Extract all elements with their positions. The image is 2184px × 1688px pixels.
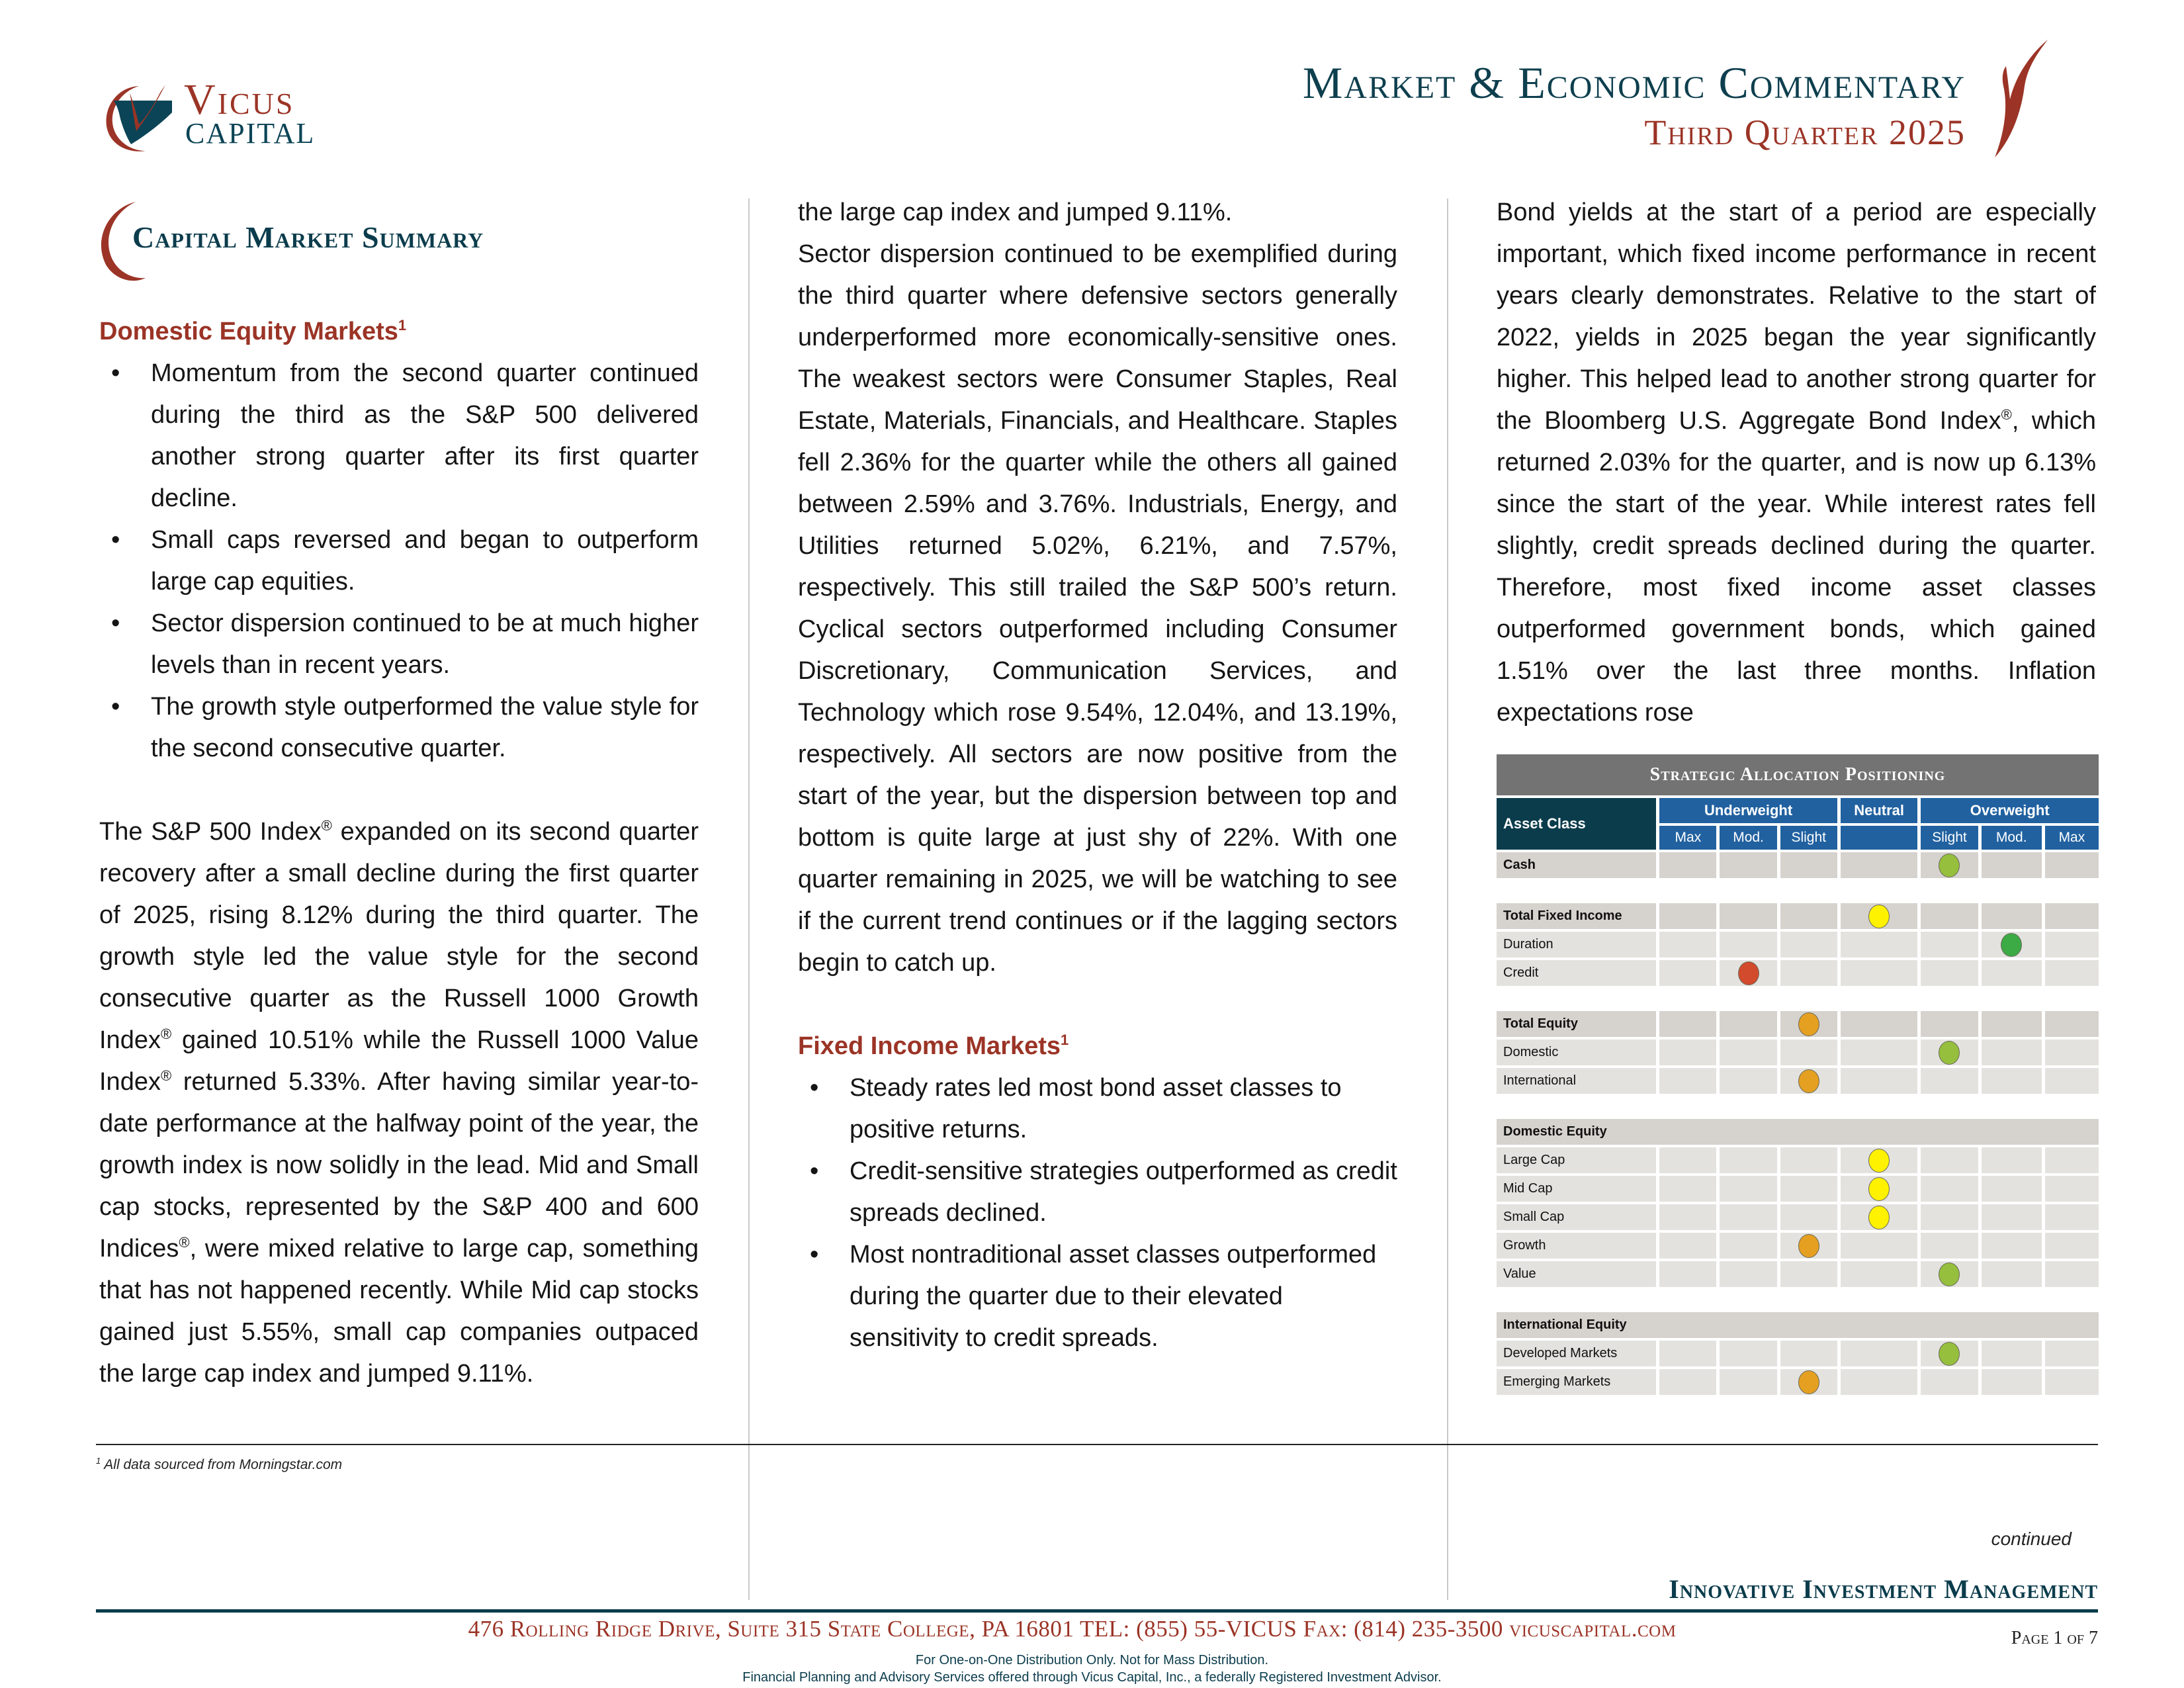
- position-cell: [1720, 1341, 1776, 1366]
- disclaimer-line-2: Financial Planning and Advisory Services offered through Vicus Capital, Inc., a federally Registered Investment Advisor.: [742, 1670, 1442, 1685]
- position-cell: [1841, 932, 1918, 957]
- position-cell: [1659, 1369, 1716, 1395]
- logo-mark-icon: [99, 73, 185, 159]
- bullet-item: • Credit-sensitive strategies outperformed as credit spreads declined.: [798, 1151, 1397, 1234]
- position-cell: [1982, 1040, 2042, 1065]
- position-cell: [1780, 1040, 1837, 1065]
- continued-label: continued: [1991, 1529, 2072, 1549]
- position-cell: [1780, 852, 1837, 878]
- row-spacer: [1497, 881, 2099, 901]
- asset-class-label: Cash: [1497, 852, 1656, 878]
- subheader-neutral: [1841, 826, 1918, 850]
- strategic-allocation-table: [1497, 754, 2099, 1398]
- column-divider: [748, 199, 750, 1600]
- position-cell: [1659, 852, 1716, 878]
- position-cell: [1659, 1204, 1716, 1230]
- domestic-equity-paragraph: The S&P 500 Index® expanded on its second quarter recovery after a small decline during the first quarter of 2025, rising 8.12% during the third quarter. The growth style led the value style for the second consecutive quarter as the Russell 1000 Growth Index® gained 10.51% while the Russell 1000 Value Index® returned 5.33%. After having similar year-to-date performance at the halfway point of the year, the growth index is now solidly in the lead. Mid and Small cap stocks, represented by the S&P 400 and 600 Indices®, were mixed relative to large cap, something that has not happened recently. While Mid cap stocks gained just 5.55%, small cap companies outpaced the large cap index and jumped 9.11%.: [99, 817, 699, 1388]
- allocation-row-value: [1497, 1261, 2099, 1287]
- position-indicator-dot: [1868, 1177, 1890, 1201]
- position-cell: [1659, 903, 1716, 929]
- allocation-row-emerging-markets: [1497, 1369, 2099, 1395]
- position-cell: [1720, 903, 1776, 929]
- row-spacer: [1497, 1096, 2099, 1116]
- asset-class-label: Total Equity: [1497, 1011, 1656, 1037]
- position-cell: [1659, 960, 1716, 986]
- position-cell: [1921, 903, 1978, 929]
- position-cell: [1841, 1147, 1918, 1173]
- allocation-row-large-cap: [1497, 1147, 2099, 1173]
- allocation-row-mid-cap: [1497, 1176, 2099, 1202]
- footnote-ref: 1: [1061, 1032, 1069, 1048]
- bullet-item: • Steady rates led most bond asset classes to positive returns.: [798, 1067, 1397, 1151]
- position-cell: [1982, 1233, 2042, 1259]
- position-cell: [1921, 1011, 1978, 1037]
- position-cell: [1841, 1204, 1918, 1230]
- allocation-row-developed-markets: [1497, 1341, 2099, 1366]
- position-cell: [1921, 1341, 1978, 1366]
- asset-class-label: Domestic Equity: [1497, 1119, 2099, 1145]
- position-indicator-dot: [1798, 1370, 1819, 1394]
- position-cell: [1720, 932, 1776, 957]
- position-cell: [1921, 1068, 1978, 1094]
- position-cell: [2045, 932, 2099, 957]
- position-cell: [2045, 1147, 2099, 1173]
- position-cell: [2045, 1204, 2099, 1230]
- asset-class-label: Domestic: [1497, 1040, 1656, 1065]
- position-cell: [1659, 1011, 1716, 1037]
- column-1: [99, 311, 699, 1478]
- position-cell: [1841, 1176, 1918, 1202]
- position-cell: [1720, 1040, 1776, 1065]
- sector-paragraph: Sector dispersion continued to be exemplified during the third quarter where defensive sectors generally underperformed more economically-sensitive ones. The weakest sectors were Consumer Staples, Real Estate, Materials, Financials, and Healthcare. Staples fell 2.36% for the quarter while the others all gained between 2.59% and 3.76%. Industrials, Energy, and Utilities returned 5.02%, 6.21%, and 7.57%, respectively. This still trailed the S&P 500’s return. Cyclical sectors outperformed including Consumer Discretionary, Communication Services, and Technology which rose 9.54%, 12.04%, and 13.19%, respectively. All sectors are now positive from the start of the year, but the dispersion between top and bottom is quite large at just shy of 22%. With one quarter remaining in 2025, we will be watching to see if the current trend continues or if the lagging sectors begin to catch up.: [798, 240, 1397, 977]
- asset-class-label: Credit: [1497, 960, 1656, 986]
- position-indicator-dot: [1868, 1149, 1890, 1173]
- row-spacer: [1497, 1290, 2099, 1310]
- asset-class-label: Emerging Markets: [1497, 1369, 1656, 1395]
- position-cell: [1982, 932, 2042, 957]
- position-cell: [1780, 960, 1837, 986]
- fixed-income-heading: Fixed Income Markets$^1$: [798, 1032, 1069, 1060]
- position-cell: [2045, 852, 2099, 878]
- position-cell: [1921, 932, 1978, 957]
- position-cell: [1720, 1068, 1776, 1094]
- footnote-ref: 1: [398, 317, 407, 333]
- position-cell: [2045, 1341, 2099, 1366]
- asset-class-label: International: [1497, 1068, 1656, 1094]
- position-cell: [1659, 1261, 1716, 1287]
- bullet-item: • Small caps reversed and began to outperform large cap equities.: [99, 519, 699, 603]
- bullet-item: • Momentum from the second quarter continued during the third as the S&P 500 delivered another strong quarter after its first quarter decline.: [99, 353, 699, 519]
- position-indicator-dot: [1798, 1234, 1819, 1258]
- asset-class-label: Mid Cap: [1497, 1176, 1656, 1202]
- asset-class-label: Large Cap: [1497, 1147, 1656, 1173]
- allocation-row-domestic: [1497, 1040, 2099, 1065]
- bullet-item: • Most nontraditional asset classes outperformed during the quarter due to their elevated sensitivity to credit spreads.: [798, 1234, 1397, 1359]
- position-cell: [1659, 932, 1716, 957]
- position-cell: [1659, 1176, 1716, 1202]
- subheader-max: Max: [1659, 826, 1716, 850]
- position-cell: [1720, 1233, 1776, 1259]
- subheader-max: Max: [2045, 826, 2099, 850]
- position-cell: [1982, 852, 2042, 878]
- position-cell: [1780, 932, 1837, 957]
- domestic-equity-bullets: [99, 353, 699, 770]
- position-cell: [2045, 1068, 2099, 1094]
- position-cell: [2045, 1233, 2099, 1259]
- position-cell: [1780, 1341, 1837, 1366]
- vicus-capital-logo: [99, 73, 324, 159]
- position-cell: [2045, 1176, 2099, 1202]
- position-indicator-dot: [1738, 961, 1759, 985]
- position-cell: [1921, 960, 1978, 986]
- position-cell: [1982, 1204, 2042, 1230]
- position-indicator-dot: [1868, 905, 1890, 928]
- position-cell: [1982, 1341, 2042, 1366]
- logo-text-capital: CAPITAL: [185, 117, 316, 150]
- quill-decoration-icon: [1991, 40, 2051, 159]
- position-indicator-dot: [1868, 1206, 1890, 1229]
- position-cell: [1921, 1261, 1978, 1287]
- position-cell: [1780, 1176, 1837, 1202]
- position-cell: [1659, 1040, 1716, 1065]
- position-cell: [1921, 1369, 1978, 1395]
- allocation-row-growth: [1497, 1233, 2099, 1259]
- tagline: Innovative Investment Management: [1669, 1574, 2098, 1604]
- position-indicator-dot: [1798, 1012, 1819, 1036]
- allocation-grid: [1493, 795, 2102, 1398]
- column-3: [1497, 192, 2096, 734]
- position-cell: [1659, 1341, 1716, 1366]
- allocation-row-small-cap: [1497, 1204, 2099, 1230]
- asset-class-label: Total Fixed Income: [1497, 903, 1656, 929]
- underweight-header: Underweight: [1659, 798, 1837, 823]
- subheader-mod: Mod.: [1982, 826, 2042, 850]
- subheader-slight: Slight: [1921, 826, 1978, 850]
- bullet-item: • The growth style outperformed the value style for the second consecutive quarter.: [99, 686, 699, 770]
- page-number: Page 1 of 7: [2011, 1628, 2098, 1648]
- position-cell: [2045, 1040, 2099, 1065]
- position-cell: [1780, 1204, 1837, 1230]
- asset-class-label: International Equity: [1497, 1312, 2099, 1338]
- address-line: 476 Rolling Ridge Drive, Suite 315 State College, PA 16801 TEL: (855) 55-VICUS Fax: (814) 235-3500 vicuscapital.com: [468, 1616, 1677, 1642]
- position-cell: [1659, 1068, 1716, 1094]
- logo-text-vicus: Vicus: [184, 75, 295, 124]
- allocation-row-total-fixed-income: [1497, 903, 2099, 929]
- position-cell: [1841, 1341, 1918, 1366]
- position-cell: [1720, 852, 1776, 878]
- position-indicator-dot: [1798, 1069, 1819, 1093]
- position-cell: [1921, 1040, 1978, 1065]
- position-cell: [1841, 1040, 1918, 1065]
- position-cell: [1982, 960, 2042, 986]
- asset-class-label: Duration: [1497, 932, 1656, 957]
- document-title-block: [1303, 58, 1966, 155]
- fixed-income-bullets: [798, 1067, 1397, 1359]
- position-cell: [1780, 1261, 1837, 1287]
- position-cell: [1841, 1369, 1918, 1395]
- subheader-slight: Slight: [1780, 826, 1837, 850]
- position-cell: [1982, 1369, 2042, 1395]
- position-cell: [2045, 960, 2099, 986]
- position-cell: [2045, 1261, 2099, 1287]
- position-cell: [1780, 1369, 1837, 1395]
- position-cell: [1780, 1147, 1837, 1173]
- position-cell: [2045, 1369, 2099, 1395]
- position-cell: [1921, 852, 1978, 878]
- position-cell: [1841, 960, 1918, 986]
- allocation-table-title: Strategic Allocation Positioning: [1497, 754, 2099, 795]
- position-cell: [1659, 1147, 1716, 1173]
- position-cell: [1720, 1147, 1776, 1173]
- position-indicator-dot: [1939, 854, 1960, 877]
- position-cell: [2045, 1011, 2099, 1037]
- position-cell: [1720, 960, 1776, 986]
- allocation-row-total-equity: [1497, 1011, 2099, 1037]
- position-cell: [1659, 1233, 1716, 1259]
- continued-paragraph-tail: the large cap index and jumped 9.11%.: [798, 199, 1233, 226]
- neutral-header: Neutral: [1841, 798, 1918, 823]
- asset-class-label: Value: [1497, 1261, 1656, 1287]
- allocation-row-domestic-equity: [1497, 1119, 2099, 1145]
- domestic-equity-heading: Domestic Equity Markets$^1$: [99, 317, 407, 345]
- document-subtitle: Third Quarter 2025: [1644, 112, 1966, 152]
- section-title: Capital Market Summary: [96, 199, 625, 285]
- position-cell: [1780, 1011, 1837, 1037]
- position-cell: [1982, 1261, 2042, 1287]
- position-cell: [1841, 903, 1918, 929]
- position-indicator-dot: [2001, 933, 2022, 957]
- disclaimer: [0, 1652, 2184, 1686]
- position-cell: [1921, 1176, 1978, 1202]
- position-cell: [1982, 1011, 2042, 1037]
- footnote-rule: [96, 1444, 2098, 1445]
- position-cell: [1841, 852, 1918, 878]
- position-cell: [2045, 903, 2099, 929]
- asset-class-label: Small Cap: [1497, 1204, 1656, 1230]
- allocation-rows: [1497, 852, 2099, 1395]
- position-cell: [1780, 903, 1837, 929]
- position-cell: [1982, 1176, 2042, 1202]
- allocation-row-credit: [1497, 960, 2099, 986]
- position-cell: [1720, 1176, 1776, 1202]
- allocation-row-international-equity: [1497, 1312, 2099, 1338]
- position-indicator-dot: [1939, 1041, 1960, 1065]
- position-cell: [1841, 1068, 1918, 1094]
- position-cell: [1720, 1261, 1776, 1287]
- document-title: Market & Economic Commentary: [1302, 58, 1966, 108]
- position-cell: [1841, 1011, 1918, 1037]
- disclaimer-line-1: For One-on-One Distribution Only. Not for Mass Distribution.: [915, 1653, 1269, 1667]
- allocation-row-cash: [1497, 852, 2099, 878]
- position-cell: [1720, 1011, 1776, 1037]
- position-cell: [1982, 903, 2042, 929]
- position-cell: [1921, 1147, 1978, 1173]
- position-cell: [1982, 1068, 2042, 1094]
- overweight-header: Overweight: [1921, 798, 2099, 823]
- position-cell: [1780, 1068, 1837, 1094]
- position-cell: [1720, 1369, 1776, 1395]
- column-divider: [1447, 199, 1448, 1600]
- footer-rule: [96, 1609, 2098, 1613]
- position-cell: [1841, 1261, 1918, 1287]
- allocation-row-international: [1497, 1068, 2099, 1094]
- position-indicator-dot: [1939, 1263, 1960, 1286]
- position-cell: [1921, 1204, 1978, 1230]
- asset-class-label: Developed Markets: [1497, 1341, 1656, 1366]
- position-cell: [1720, 1204, 1776, 1230]
- position-cell: [1841, 1233, 1918, 1259]
- footnote: $^1$ All data sourced from Morningstar.com: [96, 1456, 343, 1472]
- position-cell: [1921, 1233, 1978, 1259]
- column-2: [798, 192, 1397, 1359]
- position-cell: [1780, 1233, 1837, 1259]
- subheader-mod: Mod.: [1720, 826, 1776, 850]
- asset-class-label: Growth: [1497, 1233, 1656, 1259]
- position-cell: [1982, 1147, 2042, 1173]
- row-spacer: [1497, 989, 2099, 1008]
- asset-class-header: Asset Class: [1497, 798, 1656, 850]
- allocation-row-duration: [1497, 932, 2099, 957]
- bullet-item: • Sector dispersion continued to be at much higher levels than in recent years.: [99, 603, 699, 686]
- fixed-income-paragraph: Bond yields at the start of a period are especially important, which fixed income performance in recent years clearly demonstrates. Relative to the start of 2022, yields in 2025 began the year significantly higher. This helped lead to another strong quarter for the Bloomberg U.S. Aggregate Bond Index®, which returned 2.03% for the quarter, and is now up 6.13% since the start of the year. While interest rates fell slightly, credit spreads declined during the quarter. Therefore, most fixed income asset classes outperformed government bonds, which gained 1.51% over the last three months. Inflation expectations rose: [1497, 199, 2096, 727]
- position-indicator-dot: [1939, 1342, 1960, 1366]
